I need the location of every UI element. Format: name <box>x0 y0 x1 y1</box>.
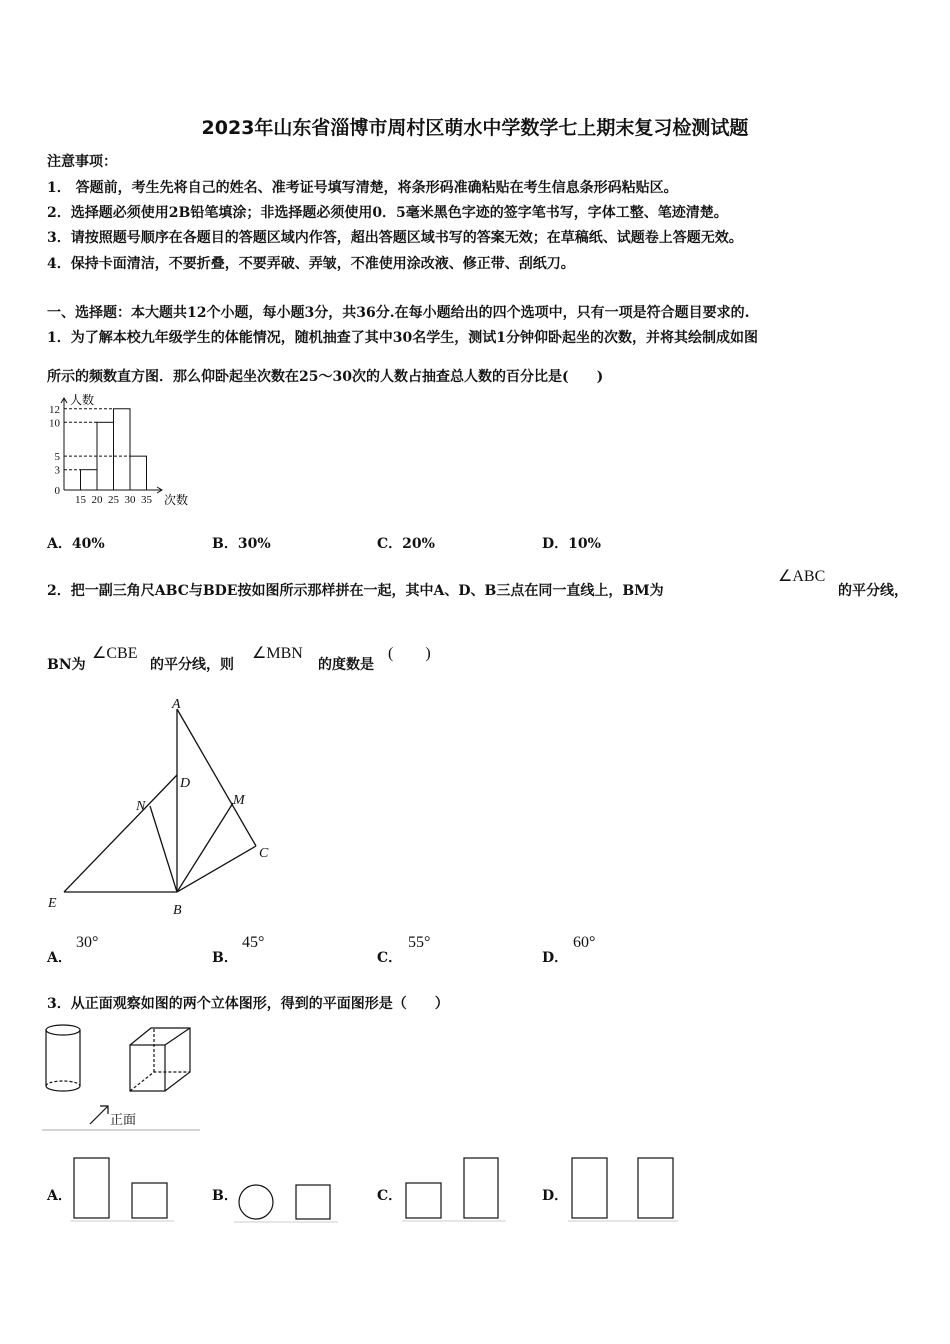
square <box>296 1185 330 1219</box>
circle <box>239 1185 273 1219</box>
q2-option-b-value: 45° <box>242 934 265 951</box>
y-axis-label: 人数 <box>70 393 95 407</box>
q2-option-c[interactable]: C． <box>377 950 403 966</box>
cylinder-bottom-front <box>46 1086 80 1091</box>
q2-text-bisector: 的平分线，则 <box>150 657 234 673</box>
q1-option-b[interactable]: B．30% <box>212 536 271 552</box>
x-tick-label: 15 <box>75 494 86 506</box>
q2-text-line1-end: 的平分线， <box>838 583 908 599</box>
q3-option-d[interactable]: D． <box>542 1188 569 1204</box>
q1-text-line2: 所示的频数直方图．那么仰卧起坐次数在25～30次的人数占抽查总人数的百分比是( ) <box>47 369 604 385</box>
x-axis-label: 次数 <box>164 493 189 507</box>
notice-item: 1． 答题前，考生先将自己的姓名、准考证号填写清楚，将条形码准确粘贴在考生信息条形码粘贴区。 <box>47 180 678 196</box>
q3-solids-figure <box>42 1020 200 1132</box>
q2-text-degree: 的度数是 <box>318 657 374 673</box>
angle-abc: ∠ABC <box>778 568 826 585</box>
q3-option-a[interactable]: A． <box>47 1188 72 1204</box>
label-m: M <box>233 793 245 808</box>
histogram-bar <box>81 470 98 490</box>
notice-item: 4．保持卡面清洁，不要折叠，不要弄破、弄皱，不准使用涂改液、修正带、刮纸刀。 <box>47 256 575 272</box>
y-tick-label: 10 <box>49 417 60 430</box>
notice-item: 2．选择题必须使用2B铅笔填涂；非选择题必须使用0．5毫米黑色字迹的签字笔书写，字体工整、笔迹清楚。 <box>47 205 728 221</box>
cube-top-edge <box>165 1028 190 1045</box>
label-b: B <box>173 903 182 918</box>
q2-triangle-figure <box>40 695 290 925</box>
q1-option-a[interactable]: A．40% <box>47 536 105 552</box>
q3-option-a-figure <box>70 1155 174 1225</box>
line-cb <box>177 846 256 892</box>
x-tick-label: 35 <box>141 494 152 506</box>
q3-option-b-figure <box>234 1175 338 1225</box>
q2-option-d[interactable]: D． <box>542 950 569 966</box>
notice-item: 3．请按照题号顺序在各题目的答题区域内作答，超出答题区域书写的答案无效；在草稿纸、试题卷上答题无效。 <box>47 230 743 246</box>
square <box>132 1183 167 1218</box>
line-ed <box>64 775 177 892</box>
q3-option-c-figure <box>402 1155 506 1225</box>
q2-option-b[interactable]: B． <box>212 950 238 966</box>
front-label: 正面 <box>110 1112 137 1127</box>
line-bn <box>150 806 177 892</box>
tall-rectangle-left <box>572 1158 607 1218</box>
cylinder-top <box>46 1025 80 1035</box>
cube-back-edges <box>130 1028 190 1091</box>
q3-option-c[interactable]: C． <box>377 1188 403 1204</box>
q1-option-d[interactable]: D．10% <box>542 536 601 552</box>
q1-option-c[interactable]: C．20% <box>377 536 435 552</box>
x-tick-label: 30 <box>124 494 136 506</box>
histogram-bar <box>114 409 131 490</box>
tall-rectangle <box>74 1158 109 1218</box>
angle-mbn: ∠MBN <box>252 645 303 662</box>
tall-rectangle <box>464 1158 498 1218</box>
page-title: 2023年山东省淄博市周村区萌水中学数学七上期末复习检测试题 <box>201 117 749 139</box>
label-c: C <box>259 846 269 861</box>
q2-text-line1: 2．把一副三角尺ABC与BDE按如图所示那样拼在一起，其中A、D、B三点在同一直线上，BM为 <box>47 583 664 599</box>
angle-cbe: ∠CBE <box>92 645 138 662</box>
label-a: A <box>172 697 181 712</box>
q1-histogram <box>42 392 202 510</box>
x-tick-label: 20 <box>91 494 103 506</box>
histogram-bar <box>130 456 147 490</box>
cylinder-bottom-back <box>46 1081 80 1086</box>
q3-option-d-figure <box>568 1155 678 1225</box>
front-arrow <box>90 1106 108 1124</box>
q2-option-a-value: 30° <box>76 934 99 951</box>
label-n: N <box>136 799 146 814</box>
line-bm <box>177 803 233 892</box>
label-e: E <box>48 896 57 911</box>
q1-text-line1: 1．为了解本校九年级学生的体能情况，随机抽查了其中30名学生，测试1分钟仰卧起坐的次数，并将其绘制成如图 <box>47 330 758 346</box>
q2-text-bn: BN为 <box>47 657 86 673</box>
section-heading: 一、选择题：本大题共12个小题，每小题3分，共36分.在每小题给出的四个选项中，只有一项是符合题目要求的. <box>47 305 750 321</box>
label-d: D <box>180 776 191 791</box>
answer-paren: ( ) <box>388 645 431 662</box>
y-tick-label: 12 <box>49 403 60 416</box>
y-tick-label: 0 <box>54 485 60 497</box>
x-tick-label: 25 <box>108 494 119 506</box>
tall-rectangle-right <box>638 1158 673 1218</box>
y-tick-label: 5 <box>54 451 60 464</box>
q2-option-c-value: 55° <box>408 934 431 951</box>
cube-front-face <box>130 1045 165 1091</box>
q2-option-a[interactable]: A． <box>47 950 72 966</box>
notice-heading: 注意事项： <box>47 154 117 170</box>
cube-hidden-edges <box>130 1072 190 1091</box>
q3-text: 3．从正面观察如图的两个立体图形，得到的平面图形是（ ） <box>47 996 449 1012</box>
q2-option-d-value: 60° <box>573 934 596 951</box>
y-tick-label: 3 <box>54 464 60 477</box>
q3-option-b[interactable]: B． <box>212 1188 238 1204</box>
square <box>406 1183 441 1218</box>
